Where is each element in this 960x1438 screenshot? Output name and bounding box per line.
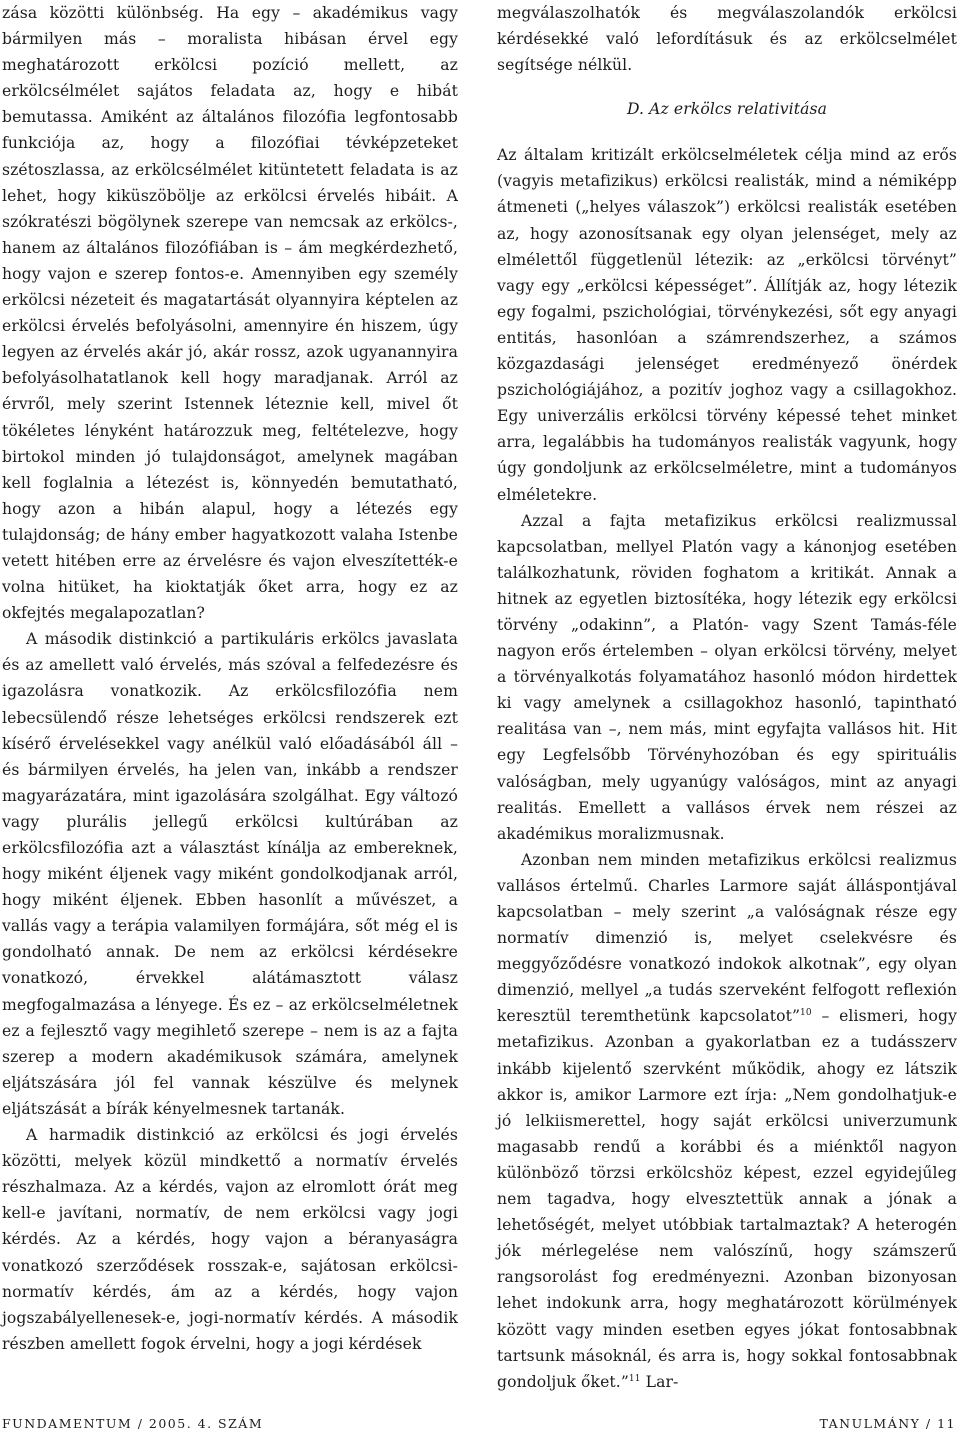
- right-column: [497, 0, 957, 1395]
- footer-journal-issue: FUNDAMENTUM / 2005. 4. SZÁM: [2, 1416, 264, 1431]
- paragraph-relativity-3: [497, 847, 957, 1395]
- paragraph-distinction-first: zása közötti különbség. Ha egy – akadémikus vagy bármilyen más – moralista hibásan érvel egy meghatározott erkölcsi pozíció mellett, az erkölcsélmélet sajátos feladata az, hogy e hibát bemutassa. Amiként az általános filozófia legfontosabb funkciója az, hogy a filozófiai tévképzeteket szétoszlassa, az erkölcsélmélet kitüntetett feladata is az lehet, hogy kiküszöbölje az erkölcsi érvelés hibáit. A szókratészi bögölynek szerepe van nemcsak az erkölcs-, hanem az általános filozófiában is – ám megkérdezhető, hogy vajon e szerep fontos-e. Amennyiben egy személy erkölcsi nézeteit és magatartását olyannyira képtelen az erkölcsi érvelés befolyásolni, amennyire én hiszem, úgy legyen az érvelés akár jó, akár rossz, azok ugyanannyira befolyásolhatatlanok kell hogy maradjanak. Arról az érvről, mely szerint Istennek léteznie kell, mivel őt tökéletes lényként határozzuk meg, feltételezve, hogy birtokol minden jó tulajdonságot, amelynek magában kell foglalnia a létezést is, könnyedén bemutatható, hogy azon a hibán alapul, hogy a létezés egy tulajdonság; de hány ember hagyatkozott valaha Istenbe vetett hitében erre az érvelésre és vajon elveszítették-e volna hitüket, ha kioktatják őket arra, hogy ez az okfejtés megalapozatlan?: [2, 4, 458, 623]
- paragraph-continuation: megválaszolhatók és megválaszolandók erkölcsi kérdésekké való lefordításuk és az erkölcselmélet segítsége nélkül.: [497, 4, 957, 75]
- paragraph-relativity-1: Az általam kritizált erkölcselméletek célja mind az erős (vagyis metafizikus) erkölcsi realisták, mind a némiképp átmeneti („helyes válaszok”) erkölcsi realisták esetében az, hogy azonosítsanak egy olyan jelenséget, mely az elmélettől függetlenül létezik: az „erkölcsi törvényt” vagy egy „erkölcsi képességet”. Állítják az, hogy létezik egy fogalmi, pszichológiai, törvénykezési, sőt egy anyagi entitás, hasonlóan a számrendszerhez, a számos közgazdasági jelenséget eredményező önérdek pszichológiájához, a pozitív joghoz vagy a csillagokhoz. Egy univerzális erkölcsi törvény képessé tehet minket arra, legalábbis ha tudományos realisták vagyunk, hogy úgy gondoljunk az erkölcselméletre, mint a tudományos elméletekre.: [497, 146, 957, 504]
- text-between-footnotes: – elismeri, hogy metafizikus. Azonban a gyakorlatban ez a tudásszerv inkább kijelentő szervként működik, ahogy ez látszik akkor is, amikor Larmore ezt írja: „Nem gondolhatjuk-e jó lelkiismerettel, hogy saját erkölcsi univerzumunk magasabb rendű a korábbi és a miénktől nagyon különböző törzsi erkölcshöz képest, ezzel egyidejűleg nem tagadva, hogy elvesztettük annak a jónak a lehetőségét, melyet utóbbiak tartalmaztak? A heterogén jók mérlegelése nem valószínű, hogy számszerű rangsorolást fog eredményezni. Azonban bizonyosan lehet indokunk arra, hogy meghatározott körülmények között vagy minden esetben egyes jókat fontosabbnak tartsunk másoknál, és arra is, hogy sokkal fontosabbnak gondoljuk őket.”: [497, 1007, 957, 1391]
- text-after-footnote-11: Lar-: [640, 1372, 679, 1391]
- footnote-ref-10[interactable]: 10: [800, 1008, 812, 1019]
- text-before-footnote-10: Azonban nem minden metafizikus erkölcsi realizmus vallásos értelmű. Charles Larmore saját álláspontjával kapcsolatban – mely szerint „a valóságnak része egy normatív dimenzió is, melyet cselekvésre és meggyőződésre vonatkozó indokok alkotnak”, egy olyan dimenzió, mellyel „a tudás szerveként felfogott reflexión keresztül teremthetünk kapcsolatot”: [497, 850, 957, 1026]
- paragraph-relativity-2: Azzal a fajta metafizikus erkölcsi realizmussal kapcsolatban, mellyel Platón vagy a kánonjog esetében találkozhatunk, röviden foghatom a kritikát. Annak a hitnek az egyetlen biztosítéka, hogy létezik egy erkölcsi törvény „odakinn”, a Platón- vagy Szent Tamás-féle nagyon erős értelemben – olyan erkölcsi törvény, melyet a törvényalkotás folyamatához hasonló módon hirdettek ki vagy amelynek a csillagokhoz hasonló, tapintható realitása van –, nem más, mint egyfajta vallásos hit. Hit egy Legfelsőbb Törvényhozóban és egy spirituális valóságban, mely ugyanúgy valóságos, mint az anyagi realitás. Emellett a vallásos érvek nem részei az akadémikus moralizmusnak.: [497, 511, 957, 843]
- footer-section-page: TANULMÁNY / 11: [819, 1416, 956, 1431]
- paragraph-distinction-third: A harmadik distinkció az erkölcsi és jogi érvelés közötti, melyek közül mindkettő a normatív érvelés részhalmaza. Az a kérdés, vajon az elromlott órát meg kell-e javítani, normatív, de nem erkölcsi vagy jogi kérdés. Az a kérdés, hogy vajon a béranyaságra vonatkozó szerződések rosszak-e, sajátosan erkölcsi-normatív kérdés, ám az a kérdés, hogy vajon jogszabályellenesek-e, jogi-normatív kérdés. A második részben amellett fogok érvelni, hogy a jogi kérdések: [2, 1126, 458, 1353]
- footnote-ref-11[interactable]: 11: [628, 1373, 641, 1384]
- paragraph-distinction-second: A második distinkció a partikuláris erkölcs javaslata és az amellett való érvelés, más szóval a felfedezésre és igazolásra vonatkozik. Az erkölcsfilozófia nem lebecsülendő része lehetséges erkölcsi rendszerek ezt kísérő érvelésekkel vagy anélkül való előadásából áll – és bármilyen érvelés, ha jelen van, inkább a rendszer magyarázatára, mint igazolására szolgálhat. Egy változó vagy plurális jellegű erkölcsi kultúrában az erkölcsfilozófia azt a választást kínálja az embereknek, hogy miként éljenek vagy miként gondolkodjanak arról, hogy miként éljenek. Ebben hasonlít a művészet, a vallás vagy a terápia valamilyen formájára, sőt még el is gondolható annak. De nem az erkölcsi kérdésekre vonatkozó, érvekkel alátámasztott válasz megfogalmazása a lényege. És ez – az erkölcselméletnek ez a fejlesztő vagy megihlető szerepe – nem is az a fajta szerep a modern akadémikusok számára, amelynek eljátszására jól fel vannak készülve és melynek eljátszását a bírák kényelmesnek tartanák.: [2, 630, 458, 1118]
- left-column: [2, 0, 458, 1357]
- section-heading: D. Az erkölcs relativitása: [627, 100, 827, 119]
